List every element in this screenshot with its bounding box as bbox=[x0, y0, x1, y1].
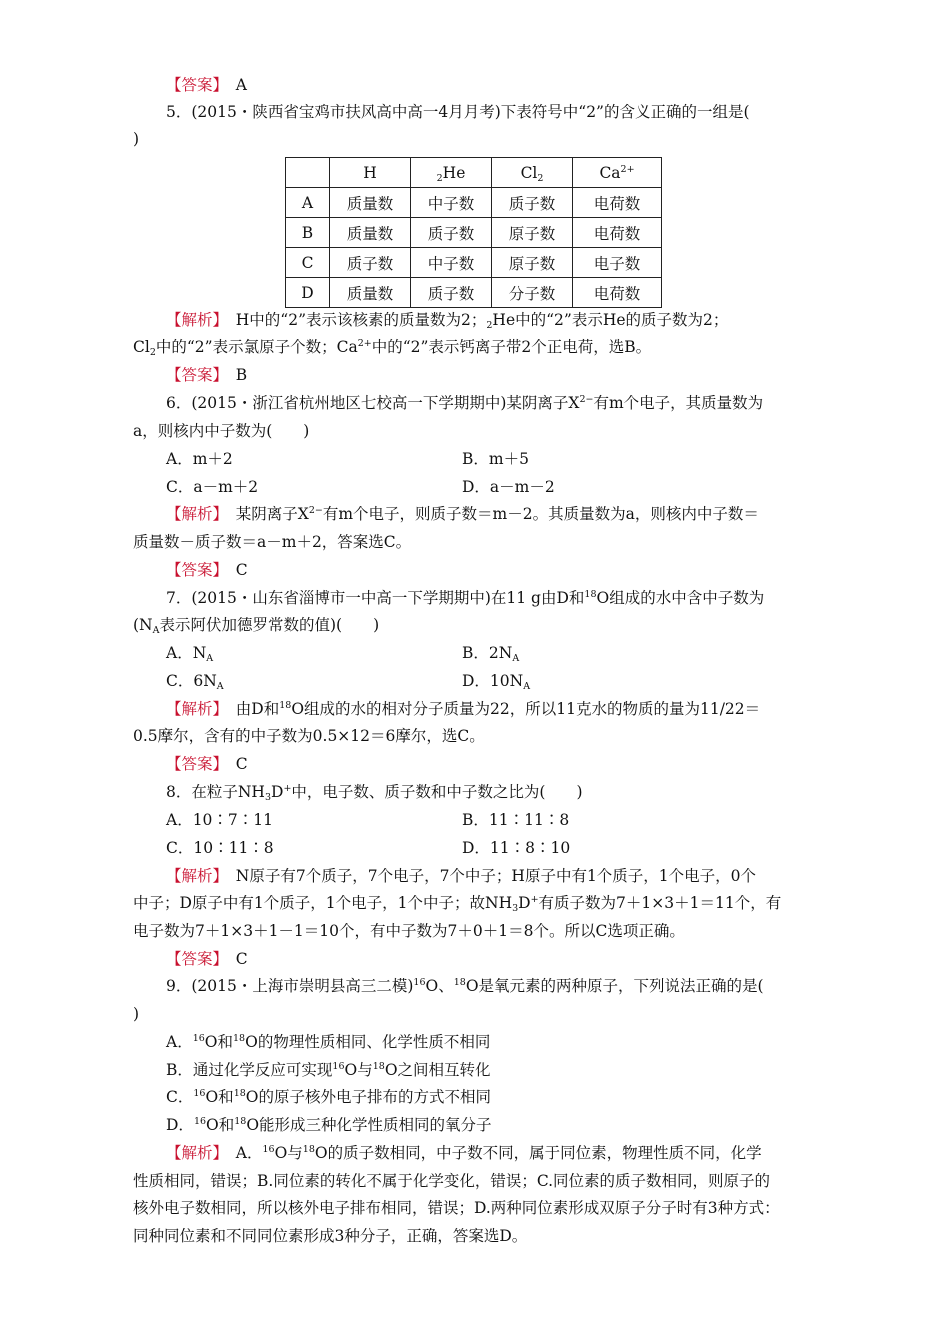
option-d: D．11∶8∶10 bbox=[462, 839, 571, 857]
answer-tag: 【答案】 bbox=[166, 561, 221, 579]
table-header-cell bbox=[286, 158, 330, 188]
option-a: A．$^{16}$O和$^{18}$O的物理性质相同、化学性质不相同 bbox=[166, 1033, 491, 1051]
answer-value: B bbox=[235, 366, 248, 384]
answer-tag: 【答案】 bbox=[166, 755, 221, 773]
option-d: D．$^{16}$O和$^{18}$O能形成三种化学性质相同的氧分子 bbox=[166, 1116, 492, 1134]
table-cell: 质子数 bbox=[330, 248, 411, 278]
table-header-cell: $Cl_2$ bbox=[492, 158, 573, 188]
analysis-line: 质量数－质子数＝a－m＋2，答案选C。 bbox=[133, 533, 412, 551]
option-a: A．$N_A$ bbox=[166, 644, 214, 664]
answer-line bbox=[166, 559, 248, 581]
table-header-cell: $_2$He bbox=[411, 158, 492, 188]
table-header-row bbox=[286, 158, 662, 188]
answer-tag: 【答案】 bbox=[166, 950, 221, 968]
option-b: B．通过化学反应可实现$^{16}$O与$^{18}$O之间相互转化 bbox=[166, 1061, 491, 1079]
answer-line bbox=[166, 753, 248, 775]
question-8-stem: 8．在粒子$NH_3D^+$中，电子数、质子数和中子数之比为( ) bbox=[166, 783, 583, 803]
option-b: B．m＋5 bbox=[462, 450, 529, 468]
question-5-stem: 5．(2015・陕西省宝鸡市扶风高中高一4月月考)下表符号中“2”的含义正确的一组是( bbox=[166, 103, 750, 121]
analysis-line: 性质相同，错误；B.同位素的转化不属于化学变化，错误；C.同位素的质子数相同，则原子的 bbox=[133, 1172, 771, 1190]
analysis-tag: 【解析】 bbox=[166, 1144, 221, 1162]
table-cell: 原子数 bbox=[492, 248, 573, 278]
table-cell: 原子数 bbox=[492, 218, 573, 248]
table-cell: C bbox=[286, 248, 330, 278]
answer-tag: 【答案】 bbox=[166, 76, 221, 94]
table-cell: 质子数 bbox=[492, 188, 573, 218]
analysis-tag: 【解析】 bbox=[166, 311, 221, 329]
table-cell: 电荷数 bbox=[573, 188, 662, 218]
analysis-line: $Cl_2$中的“2”表示氯原子个数；$Ca^{2+}$中的“2”表示钙离子带2个正电荷，选B。 bbox=[133, 338, 652, 358]
option-c: C．10∶11∶8 bbox=[166, 839, 274, 857]
table-cell: 质量数 bbox=[330, 188, 411, 218]
table-cell: 中子数 bbox=[411, 188, 492, 218]
answer-line bbox=[166, 364, 247, 386]
analysis-line: 核外电子数相同，所以核外电子排布相同，错误；D.两种同位素形成双原子分子时有3种方式： bbox=[133, 1199, 780, 1217]
analysis-line: 0.5摩尔，含有的中子数为0.5×12＝6摩尔，选C。 bbox=[133, 727, 485, 745]
table-cell: A bbox=[286, 188, 330, 218]
option-a: A．m＋2 bbox=[166, 450, 233, 468]
option-b: B．11∶11∶8 bbox=[462, 811, 570, 829]
question-6-stem: 6．(2015・浙江省杭州地区七校高一下学期期中)某阴离子$X^{2-}$有m个电子，其质量数为 bbox=[166, 394, 764, 412]
option-d: D．$10N_A$ bbox=[462, 672, 531, 692]
option-c: C．a－m＋2 bbox=[166, 478, 259, 496]
answer-line bbox=[166, 74, 247, 96]
table-cell: 质量数 bbox=[330, 278, 411, 308]
answer-value: C bbox=[235, 561, 248, 579]
answer-value: A bbox=[235, 76, 247, 94]
table-cell: 质量数 bbox=[330, 218, 411, 248]
table-row bbox=[286, 188, 662, 218]
table-cell: 电子数 bbox=[573, 248, 662, 278]
analysis-tag: 【解析】 bbox=[166, 867, 221, 885]
table-row bbox=[286, 218, 662, 248]
answer-line bbox=[166, 948, 248, 970]
question-9-stem: 9．(2015・上海市崇明县高三二模)$^{16}$O、$^{18}$O是氧元素的两种原子，下列说法正确的是( bbox=[166, 977, 764, 995]
analysis-line: 【解析】 H中的“2”表示该核素的质量数为2；$_2$He中的“2”表示He的质子数为2； bbox=[166, 311, 729, 331]
table-header-cell: $Ca^{2+}$ bbox=[573, 158, 662, 188]
table-cell: 分子数 bbox=[492, 278, 573, 308]
analysis-tag: 【解析】 bbox=[166, 505, 221, 523]
analysis-line: 【解析】 某阴离子$X^{2-}$有m个电子，则质子数＝m－2。其质量数为a，则核内中子数＝ bbox=[166, 505, 759, 523]
answer-value: C bbox=[235, 950, 248, 968]
analysis-line: 中子；D原子中有1个质子，1个电子，1个中子；故$NH_3D^+$有质子数为7＋1×3＋1＝11个，有 bbox=[133, 894, 782, 914]
table-cell: 电荷数 bbox=[573, 218, 662, 248]
analysis-line: 同种同位素和不同同位素形成3种分子，正确，答案选D。 bbox=[133, 1227, 528, 1245]
analysis-line: 【解析】 由D和$^{18}$O组成的水的相对分子质量为22，所以11克水的物质的量为11/22＝ bbox=[166, 700, 761, 718]
option-d: D．a－m－2 bbox=[462, 478, 555, 496]
table-cell: D bbox=[286, 278, 330, 308]
analysis-line: 【解析】 N原子有7个质子，7个电子，7个中子；H原子中有1个质子，1个电子，0个 bbox=[166, 867, 757, 885]
option-c: C．$^{16}$O和$^{18}$O的原子核外电子排布的方式不相同 bbox=[166, 1088, 491, 1106]
option-c: C．$6N_A$ bbox=[166, 672, 224, 692]
table-cell: 电荷数 bbox=[573, 278, 662, 308]
question-7-stem: 7．(2015・山东省淄博市一中高一下学期期中)在11 g由D和$^{18}$O组成的水中含中子数为 bbox=[166, 589, 765, 607]
table-row bbox=[286, 278, 662, 308]
answer-value: C bbox=[235, 755, 248, 773]
table-header-cell: H bbox=[330, 158, 411, 188]
analysis-line: 电子数为7＋1×3＋1－1＝10个，有中子数为7＋0＋1＝8个。所以C选项正确。 bbox=[133, 922, 685, 940]
table-row bbox=[286, 248, 662, 278]
option-b: B．$2N_A$ bbox=[462, 644, 520, 664]
analysis-line: 【解析】 A．$^{16}$O与$^{18}$O的质子数相同，中子数不同，属于同位素，物理性质不同，化学 bbox=[166, 1144, 762, 1162]
question-9-stem-cont: ) bbox=[133, 1005, 140, 1023]
table-cell: 质子数 bbox=[411, 218, 492, 248]
answer-tag: 【答案】 bbox=[166, 366, 221, 384]
option-a: A．10∶7∶11 bbox=[166, 811, 274, 829]
question-5-stem-cont: ) bbox=[133, 130, 140, 148]
question-6-stem-cont: a，则核内中子数为( ) bbox=[133, 422, 310, 440]
table-cell: 中子数 bbox=[411, 248, 492, 278]
table-cell: 质子数 bbox=[411, 278, 492, 308]
analysis-tag: 【解析】 bbox=[166, 700, 221, 718]
question-7-stem-cont: ($N_A$表示阿伏加德罗常数的值)( ) bbox=[133, 616, 380, 636]
symbol-meaning-table bbox=[285, 157, 662, 308]
table-cell: B bbox=[286, 218, 330, 248]
